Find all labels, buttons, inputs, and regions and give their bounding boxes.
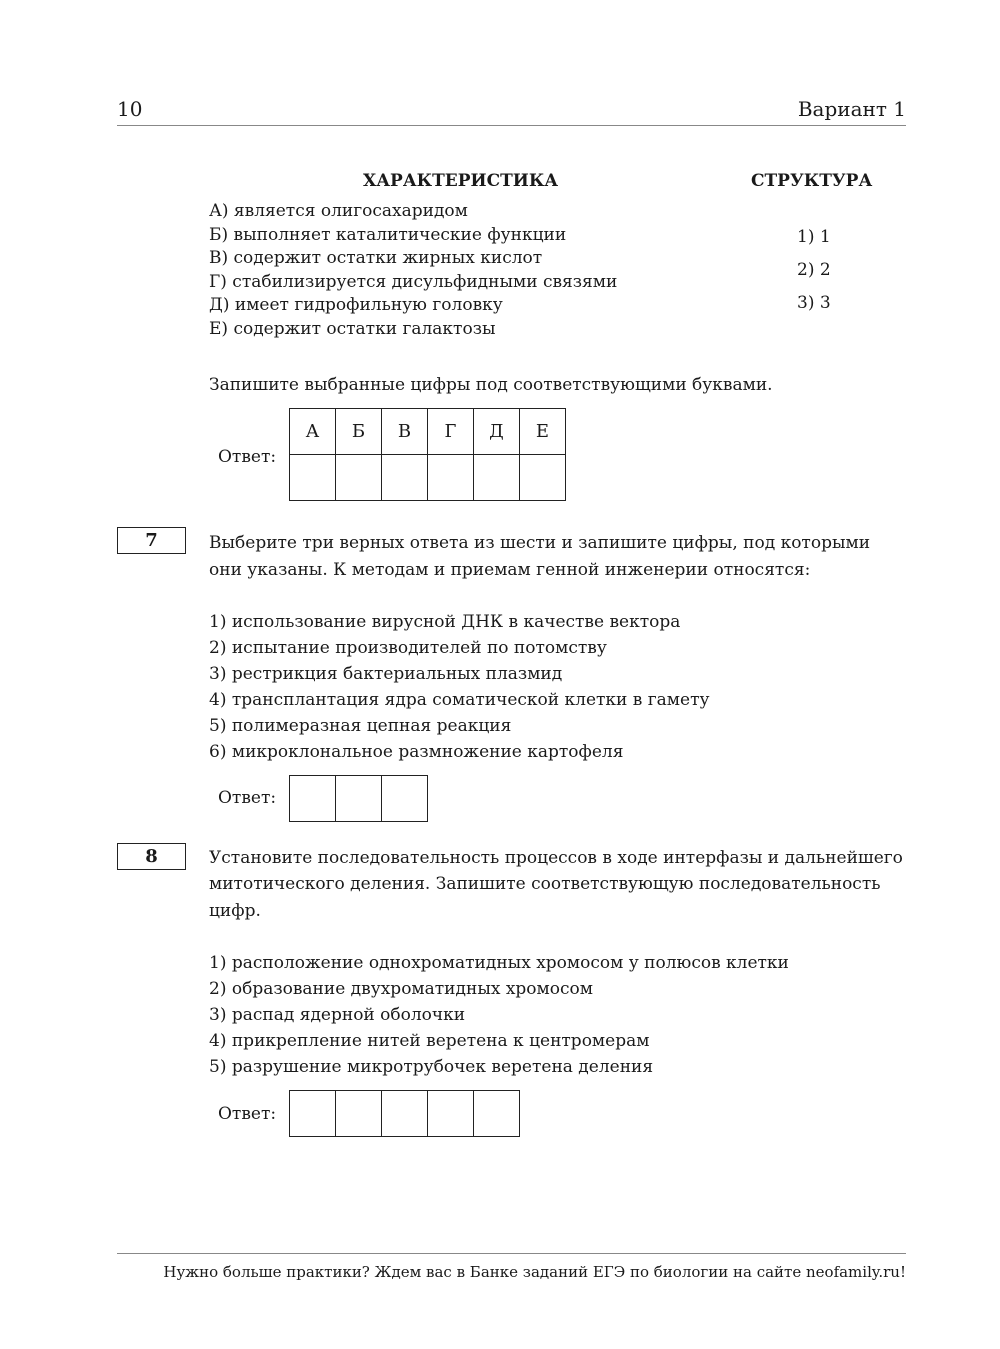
footer-divider [117, 1253, 906, 1254]
characteristic-item: Г) стабилизируется дисульфидными связями [209, 272, 618, 292]
answer-label: Ответ: [218, 447, 277, 467]
answer-cell[interactable] [290, 776, 336, 822]
letter-cell: Б [336, 409, 382, 455]
option-item: 2) испытание производителей по потомству [209, 638, 607, 658]
question-text: Выберите три верных ответа из шести и запишите цифры, под которыми [209, 533, 871, 553]
task-number-8: 8 [117, 843, 186, 870]
letter-cell: В [382, 409, 428, 455]
question-text: Установите последовательность процессов в ходе интерфазы и дальнейшего [209, 848, 903, 868]
characteristic-item: Е) содержит остатки галактозы [209, 319, 496, 339]
answer-cell[interactable] [428, 455, 474, 501]
answer-table-task8 [289, 1090, 520, 1137]
answer-cell[interactable] [290, 1091, 336, 1137]
option-item: 6) микроклональное размножение картофеля [209, 742, 624, 762]
option-item: 3) рестрикция бактериальных плазмид [209, 664, 563, 684]
answer-cell[interactable] [290, 455, 336, 501]
answer-cell[interactable] [520, 455, 566, 501]
option-item: 4) прикрепление нитей веретена к центромерам [209, 1031, 650, 1051]
option-item: 1) расположение однохроматидных хромосом у полюсов клетки [209, 953, 789, 973]
letter-cell: Е [520, 409, 566, 455]
answer-cell[interactable] [428, 1091, 474, 1137]
answer-cell[interactable] [382, 776, 428, 822]
option-item: 2) образование двухроматидных хромосом [209, 979, 593, 999]
variant-label: Вариант 1 [797, 97, 906, 121]
answer-cell[interactable] [474, 455, 520, 501]
structure-item: 1) 1 [797, 227, 831, 247]
characteristic-item: А) является олигосахаридом [209, 201, 468, 221]
question-text: они указаны. К методам и приемам генной инженерии относятся: [209, 560, 811, 580]
characteristic-item: Д) имеет гидрофильную головку [209, 295, 503, 315]
characteristic-item: Б) выполняет каталитические функции [209, 225, 567, 245]
answer-cell[interactable] [474, 1091, 520, 1137]
task-number-7: 7 [117, 527, 186, 554]
instruction-text: Запишите выбранные цифры под соответствующими буквами. [209, 375, 773, 395]
option-item: 5) полимеразная цепная реакция [209, 716, 512, 736]
option-item: 4) трансплантация ядра соматической клетки в гамету [209, 690, 710, 710]
characteristic-item: В) содержит остатки жирных кислот [209, 248, 543, 268]
answer-table-task7 [289, 775, 428, 822]
page-number: 10 [117, 97, 143, 121]
answer-cell[interactable] [382, 1091, 428, 1137]
answer-table-task6 [289, 408, 566, 501]
structure-item: 2) 2 [797, 260, 831, 280]
answer-cell[interactable] [382, 455, 428, 501]
structure-item: 3) 3 [797, 293, 831, 313]
letter-cell: А [290, 409, 336, 455]
answer-label: Ответ: [218, 1104, 277, 1124]
answer-cell[interactable] [336, 776, 382, 822]
question-text: цифр. [209, 901, 261, 921]
footer-text: Нужно больше практики? Ждем вас в Банке заданий ЕГЭ по биологии на сайте neofamily.ru! [163, 1263, 906, 1281]
question-text: митотического деления. Запишите соответствующую последовательность [209, 874, 881, 894]
header-divider [117, 125, 906, 126]
structure-heading: СТРУКТУРА [751, 171, 873, 191]
characteristic-heading: ХАРАКТЕРИСТИКА [363, 171, 559, 191]
letter-cell: Г [428, 409, 474, 455]
option-item: 3) распад ядерной оболочки [209, 1005, 466, 1025]
option-item: 5) разрушение микротрубочек веретена деления [209, 1057, 654, 1077]
answer-label: Ответ: [218, 788, 277, 808]
answer-cell[interactable] [336, 455, 382, 501]
option-item: 1) использование вирусной ДНК в качестве вектора [209, 612, 681, 632]
letter-cell: Д [474, 409, 520, 455]
answer-cell[interactable] [336, 1091, 382, 1137]
